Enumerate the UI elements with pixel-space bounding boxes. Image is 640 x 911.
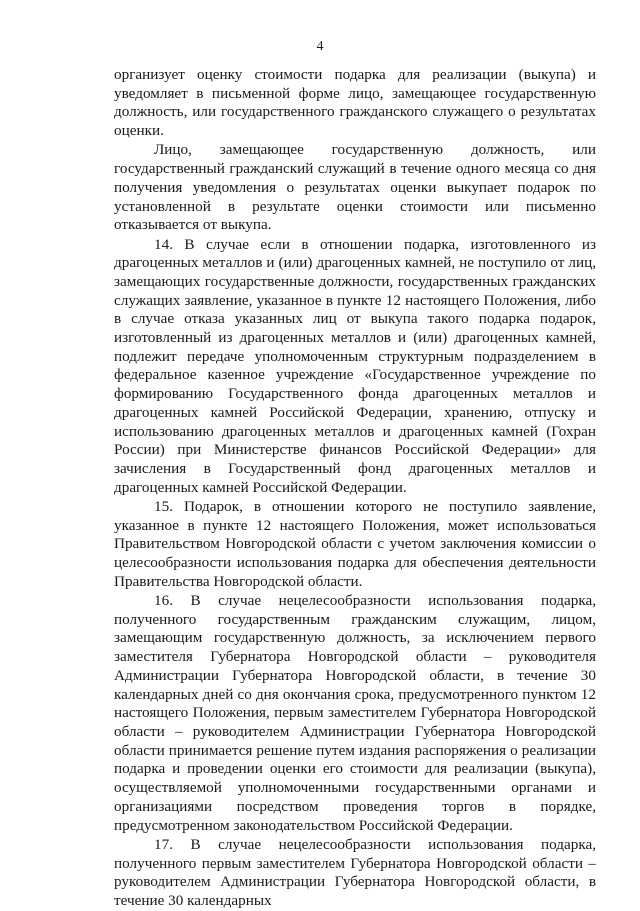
paragraph-14: 14. В случае если в отношении подарка, изготовленного из драгоценных металлов и (или) драгоценных камней, не поступило от лиц, замещающих государственные должности, государственных гражданских служащих заявление, указанное в пункте 12 настоящего Положения, либо в случае отказа указанных лиц от выкупа такого подарка подарок, изготовленный из драгоценных металлов и (или) драгоценных камней, подлежит передаче уполномоченным структурным подразделением в федеральное казенное учреждение «Государственное учреждение по формированию Государственного фонда драгоценных металлов и драгоценных камней Российской Федерации, хранению, отпуску и использованию драгоценных металлов и драгоценных камней (Гохран России) при Министерстве финансов Российской Федерации» для зачисления в Государственный фонд драгоценных металлов и драгоценных камней Российской Федерации. [114, 235, 596, 496]
document-body [114, 66, 596, 911]
paragraph-redemption: Лицо, замещающее государственную должность, или государственный гражданский служащий в течение одного месяца со дня получения уведомления о результатах оценки выкупает подарок по установленной в результате оценки стоимости или письменно отказывается от выкупа. [114, 141, 596, 234]
paragraph-continuation: организует оценку стоимости подарка для реализации (выкупа) и уведомляет в письменной форме лицо, замещающее государственную должность, или государственного гражданского служащего о результатах оценки. [114, 66, 596, 140]
paragraph-15: 15. Подарок, в отношении которого не поступило заявление, указанное в пункте 12 настоящего Положения, может использоваться Правительством Новгородской области с учетом заключения комиссии о целесообразности использования подарка для обеспечения деятельности Правительства Новгородской области. [114, 497, 596, 590]
paragraph-17: 17. В случае нецелесообразности использования подарка, полученного первым заместителем Губернатора Новгородской области – руководителем Администрации Губернатора Новгородской области, в течение 30 календарных [114, 835, 596, 909]
paragraph-16: 16. В случае нецелесообразности использования подарка, полученного государственным гражданским служащим, лицом, замещающим государственную должность, за исключением первого заместителя Губернатора Новгородской области – руководителя Администрации Губернатора Новгородской области, в течение 30 календарных дней со дня окончания срока, предусмотренного пунктом 12 настоящего Положения, первым заместителем Губернатора Новгородской области – руководителем Администрации Губернатора Новгородской области принимается решение путем издания распоряжения о реализации подарка и проведении оценки его стоимости для реализации (выкупа), осуществляемой уполномоченными государственными органами и организациями посредством проведения торгов в порядке, предусмотренном законодательством Российской Федерации. [114, 592, 596, 834]
page-number: 4 [316, 39, 324, 54]
